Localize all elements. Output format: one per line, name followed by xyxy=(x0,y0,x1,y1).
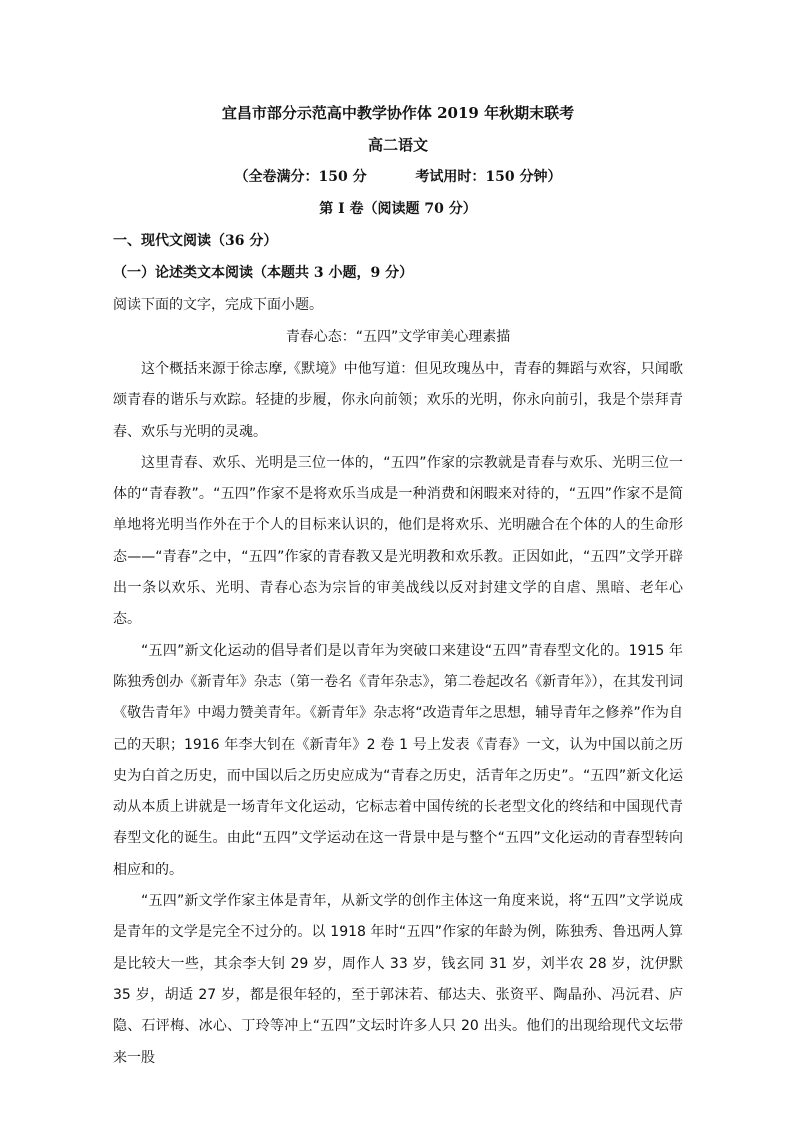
article-title: 青春心态：“五四”文学审美心理素描 xyxy=(285,329,511,345)
exam-title: 宜昌市部分示范高中教学协作体 2019 年秋期末联考 xyxy=(221,104,575,122)
article-paragraph: 这里青春、欢乐、光明是三位一体的，“五四”作家的宗教就是青春与欢乐、光明三位一体的“青春教”。“五四”作家不是将欢乐当成是一种消费和闲暇来对待的，“五四”作家不是简单地将光明当作外在于个人的目标来认识的，他们是将欢乐、光明融合在个体的人的生命形态——“青春”之中，“五四”作家的青春教又是光明教和欢乐教。正因如此，“五四”文学开辟出一条以欢乐、光明、青春心态为宗旨的审美战线以反对封建文学的自虐、黑暗、老年心态。 xyxy=(113,454,683,628)
article-paragraph: “五四”新文化运动的倡导者们是以青年为突破口来建设“五四”青春型文化的。1915 年陈独秀创办《新青年》杂志（第一卷名《青年杂志》，第二卷起改名《新青年》），在其发刊词《敬告青年》中竭力赞美青年。《新青年》杂志将“改造青年之思想，辅导青年之修养”作为自己的天职；1916 年李大钊在《新青年》2 卷 1 号上发表《青春》一文，认为中国以前之历史为白首之历史，而中国以后之历史应成为“青春之历史，活青年之历史”。“五四”新文化运动从本质上讲就是一场青年文化运动，它标志着中国传统的长老型文化的终结和中国现代青春型文化的诞生。由此“五四”文学运动在这一背景中是与整个“五四”文化运动的青春型转向相应和的。 xyxy=(113,642,683,878)
exam-subject: 高二语文 xyxy=(367,136,428,154)
exam-info: （全卷满分：150 分 考试用时：150 分钟） xyxy=(234,169,562,185)
section-heading: 一、现代文阅读（36 分） xyxy=(113,233,278,249)
article-paragraph: 这个概括来源于徐志摩,《默境》中他写道：但见玫瑰丛中，青春的舞蹈与欢容，只闻歌颂青春的谐乐与欢踪。轻捷的步履，你永向前领；欢乐的光明，你永向前引，我是个崇拜青春、欢乐与光明的灵魂。 xyxy=(113,361,683,440)
exam-page xyxy=(113,100,683,1074)
reading-instruction: 阅读下面的文字，完成下面小题。 xyxy=(113,297,323,313)
subsection-heading: （一）论述类文本阅读（本题共 3 小题，9 分） xyxy=(113,265,414,281)
volume-heading: 第 I 卷（阅读题 70 分） xyxy=(319,201,477,217)
article-paragraph: “五四”新文学作家主体是青年，从新文学的创作主体这一角度来说，将“五四”文学说成是青年的文学是完全不过分的。以 1918 年时“五四”作家的年龄为例，陈独秀、鲁迅两人算是比较大一些，其余李大钊 29 岁，周作人 33 岁，钱玄同 31 岁，刘半农 28 岁，沈伊默 35 岁，胡适 27 岁，都是很年轻的，至于郭沫若、郁达夫、张资平、陶晶孙、冯沅君、庐隐、石评梅、冰心、丁玲等冲上“五四”文坛时许多人只 20 出头。他们的出现给现代文坛带来一股 xyxy=(113,893,683,1066)
